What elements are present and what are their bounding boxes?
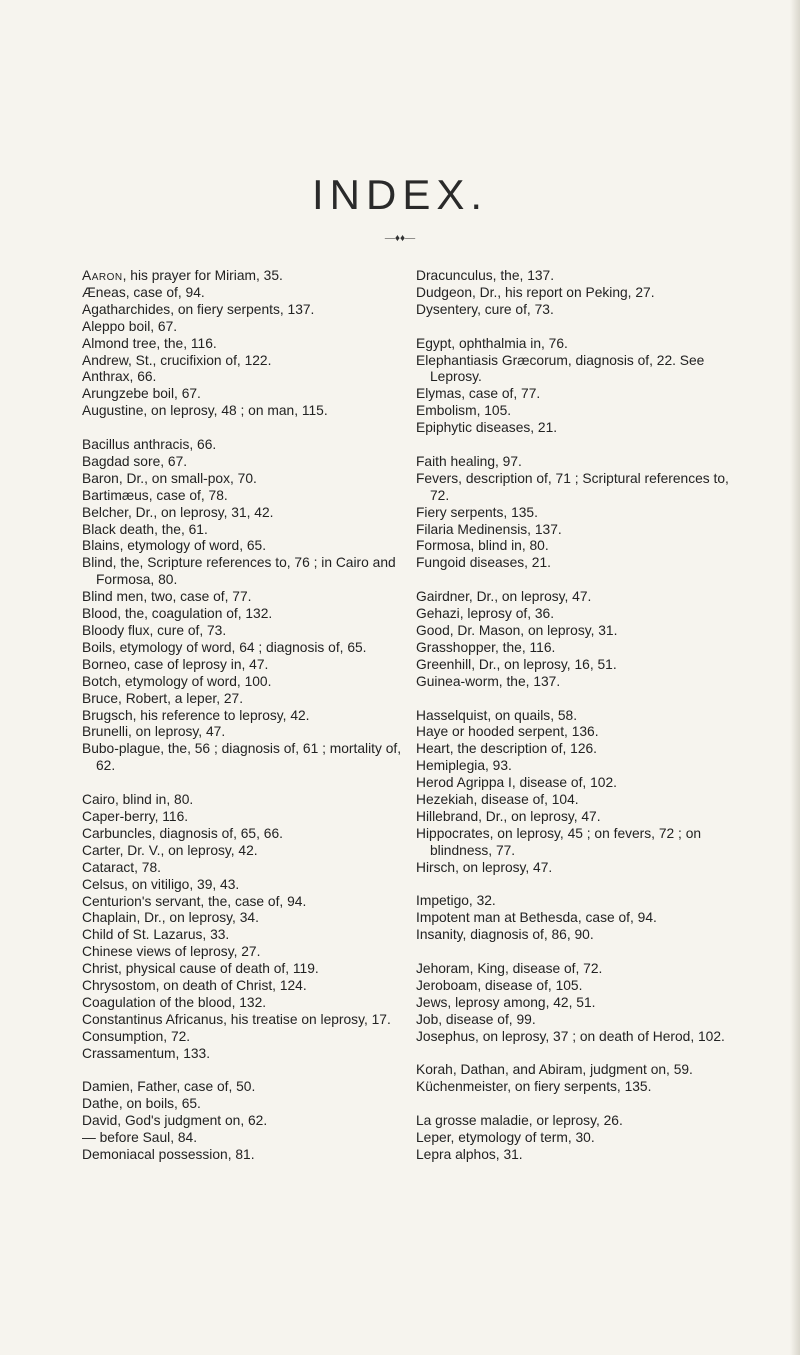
index-letter-group [416, 454, 738, 572]
index-entry: Blind men, two, case of, 77. [82, 589, 252, 605]
index-entry: Celsus, on vitiligo, 39, 43. [82, 876, 240, 892]
index-entry: Greenhill, Dr., on leprosy, 16, 51. [416, 656, 617, 672]
index-entry: Good, Dr. Mason, on leprosy, 31. [416, 622, 618, 638]
first-word-small-caps: Aaron [82, 268, 123, 283]
index-letter-group [82, 792, 402, 1063]
index-letter-group [82, 1079, 402, 1164]
index-entry: Bagdad sore, 67. [82, 453, 188, 469]
index-entry: Bloody flux, cure of, 73. [82, 623, 227, 639]
index-entry: Fungoid diseases, 21. [416, 555, 551, 571]
index-entry: Hirsch, on leprosy, 47. [416, 859, 553, 875]
index-entry: Dysentery, cure of, 73. [416, 301, 554, 317]
index-entry: Black death, the, 61. [82, 521, 208, 537]
index-entry: Crassamentum, 133. [82, 1045, 211, 1061]
index-entry: Korah, Dathan, and Abiram, judgment on, 59. [416, 1062, 693, 1078]
index-entry: Epiphytic diseases, 21. [416, 420, 558, 436]
index-entry: Lepra alphos, 31. [416, 1147, 523, 1162]
index-entry: Christ, physical cause of death of, 119. [82, 961, 319, 977]
index-entry: Chrysostom, on death of Christ, 124. [82, 978, 307, 994]
index-entry: Jehoram, King, disease of, 72. [416, 961, 603, 977]
index-letter-group [82, 437, 402, 775]
index-entry: Elephantiasis Græcorum, diagnosis of, 22. See Leprosy. [416, 352, 705, 385]
index-entry: Heart, the description of, 126. [416, 741, 597, 757]
index-letter-group [416, 1062, 738, 1096]
index-entry: Bacillus anthracis, 66. [82, 437, 217, 453]
index-entry: Caper-berry, 116. [82, 808, 189, 824]
index-letter-group [416, 589, 738, 690]
index-entry: Bubo-plague, the, 56 ; diagnosis of, 61 ; mortality of, 62. [82, 741, 402, 774]
index-entry: Botch, etymology of word, 100. [82, 673, 272, 689]
index-entry: Baron, Dr., on small-pox, 70. [82, 470, 257, 486]
index-letter-group [416, 1113, 738, 1164]
index-entry: Almond tree, the, 116. [82, 335, 217, 351]
index-entry: Haye or hooded serpent, 136. [416, 724, 599, 740]
index-entry: Bruce, Robert, a leper, 27. [82, 690, 244, 706]
index-entry: Coagulation of the blood, 132. [82, 994, 267, 1010]
index-entry: Cataract, 78. [82, 859, 161, 875]
index-entry: Aleppo boil, 67. [82, 318, 178, 334]
index-entry: Carbuncles, diagnosis of, 65, 66. [82, 825, 283, 841]
index-entry: Dathe, on boils, 65. [82, 1096, 201, 1112]
index-entry: Faith healing, 97. [416, 453, 522, 469]
index-entry: Consumption, 72. [82, 1028, 191, 1044]
index-entry: Constantinus Africanus, his treatise on leprosy, 17. [82, 1011, 391, 1027]
page-title: INDEX. [311, 171, 489, 218]
index-entry: Josephus, on leprosy, 37 ; on death of Herod, 102. [416, 1028, 725, 1044]
index-entry: Gehazi, leprosy of, 36. [416, 606, 555, 622]
index-entry: Jeroboam, disease of, 105. [416, 977, 583, 993]
index-entry: Insanity, diagnosis of, 86, 90. [416, 927, 594, 943]
index-letter-group [416, 336, 738, 437]
index-entry: Küchenmeister, on fiery serpents, 135. [416, 1079, 652, 1095]
index-entry: Belcher, Dr., on leprosy, 31, 42. [82, 504, 274, 520]
index-entry: Augustine, on leprosy, 48 ; on man, 115. [82, 403, 328, 419]
index-entry: Leper, etymology of term, 30. [416, 1130, 595, 1146]
index-entry: La grosse maladie, or leprosy, 26. [416, 1113, 623, 1129]
index-entry: Blind, the, Scripture references to, 76 ; in Cairo and Formosa, 80. [82, 555, 396, 588]
index-entry: Carter, Dr. V., on leprosy, 42. [82, 842, 258, 858]
index-letter-group [416, 961, 738, 1046]
index-entry: Arungzebe boil, 67. [82, 386, 201, 402]
index-entry: Aaron, his prayer for Miriam, 35. [82, 268, 283, 283]
title-ornament: —♦♦— [384, 233, 416, 244]
index-entry: Hezekiah, disease of, 104. [416, 792, 579, 808]
index-letter-group [416, 708, 738, 877]
index-entry: Chaplain, Dr., on leprosy, 34. [82, 910, 259, 926]
index-entry: Demoniacal possession, 81. [82, 1147, 255, 1163]
index-entry: Brunelli, on leprosy, 47. [82, 724, 226, 740]
index-entry: Fevers, description of, 71 ; Scriptural references to, 72. [416, 470, 729, 503]
index-entry: Herod Agrippa I, disease of, 102. [416, 775, 617, 791]
index-entry: Æneas, case of, 94. [82, 284, 205, 300]
index-entry: Brugsch, his reference to leprosy, 42. [82, 707, 310, 723]
index-entry: Agatharchides, on fiery serpents, 137. [82, 301, 315, 317]
index-entry: Grasshopper, the, 116. [416, 639, 556, 655]
index-entry: Embolism, 105. [416, 403, 512, 419]
index-entry: Anthrax, 66. [82, 369, 157, 385]
index-entry: Hemiplegia, 93. [416, 758, 512, 774]
index-entry: Dudgeon, Dr., his report on Peking, 27. [416, 284, 655, 300]
index-entry: Formosa, blind in, 80. [416, 538, 549, 554]
index-entry: Guinea-worm, the, 137. [416, 673, 561, 689]
index-entry: Hillebrand, Dr., on leprosy, 47. [416, 808, 601, 824]
index-letter-group [416, 893, 738, 944]
index-entry: Egypt, ophthalmia in, 76. [416, 335, 568, 351]
index-entry: Dracunculus, the, 137. [416, 268, 555, 283]
index-entry: Job, disease of, 99. [416, 1011, 536, 1027]
index-entry: Blood, the, coagulation of, 132. [82, 606, 273, 622]
index-entry: Bartimæus, case of, 78. [82, 487, 228, 503]
index-entry: Gairdner, Dr., on leprosy, 47. [416, 589, 592, 605]
index-entry: Hippocrates, on leprosy, 45 ; on fevers, 72 ; on blindness, 77. [416, 825, 702, 858]
index-entry: Jews, leprosy among, 42, 51. [416, 994, 596, 1010]
index-entry: David, God's judgment on, 62. [82, 1113, 268, 1129]
index-entry: Centurion's servant, the, case of, 94. [82, 893, 307, 909]
index-letter-group [416, 268, 738, 319]
index-entry: Blains, etymology of word, 65. [82, 538, 267, 554]
index-entry: Elymas, case of, 77. [416, 386, 541, 402]
index-entry: Filaria Medinensis, 137. [416, 521, 562, 537]
index-column-right [416, 268, 738, 1181]
index-entry: Andrew, St., crucifixion of, 122. [82, 352, 272, 368]
index-letter-group [82, 268, 402, 420]
index-entry: Chinese views of leprosy, 27. [82, 944, 261, 960]
index-entry: Cairo, blind in, 80. [82, 792, 194, 808]
index-entry: Impotent man at Bethesda, case of, 94. [416, 910, 657, 926]
page-edge-shadow [790, 0, 800, 1355]
index-entry: Hasselquist, on quails, 58. [416, 707, 578, 723]
index-entry: Borneo, case of leprosy in, 47. [82, 656, 269, 672]
index-entry: Impetigo, 32. [416, 893, 496, 909]
index-entry: Boils, etymology of word, 64 ; diagnosis of, 65. [82, 639, 367, 655]
index-entry: Child of St. Lazarus, 33. [82, 927, 230, 943]
index-entry: Damien, Father, case of, 50. [82, 1079, 256, 1095]
index-entry: Fiery serpents, 135. [416, 504, 538, 520]
index-column-left [82, 268, 402, 1181]
index-entry: — before Saul, 84. [82, 1130, 198, 1146]
